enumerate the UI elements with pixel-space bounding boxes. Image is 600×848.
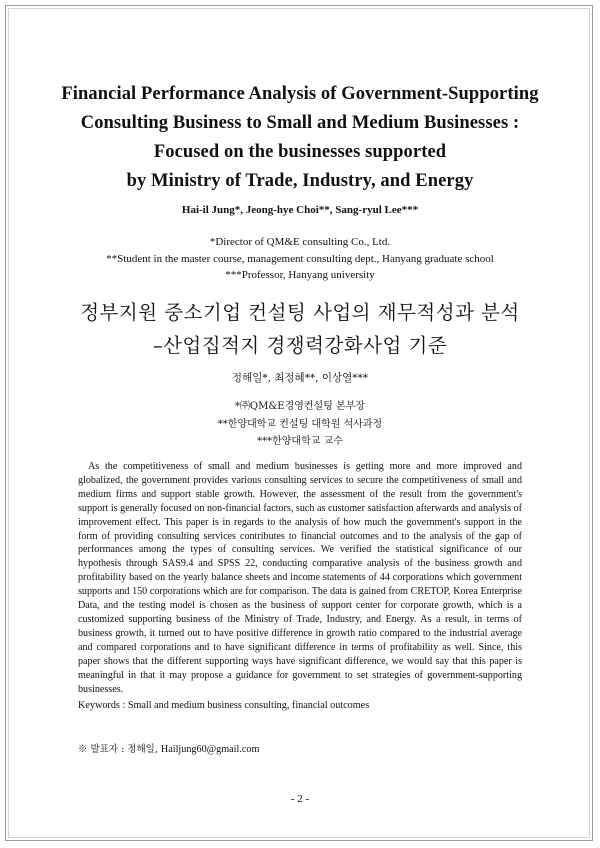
authors-en: Hai-il Jung*, Jeong-hye Choi**, Sang-ryul Lee*** [181, 204, 419, 216]
title-line: Consulting Business to Small and Medium Businesses : [80, 113, 520, 133]
presenter-label: ※ 발표자 : 정해일, [78, 744, 161, 755]
affiliation-kr-line: ***한양대학교 교수 [257, 436, 343, 447]
presenter-note [78, 741, 528, 755]
authors-kr: 정해일*, 최정혜**, 이상열*** [231, 372, 369, 384]
affiliation-line: ***Professor, Hanyang university [225, 269, 375, 281]
affiliations-en [0, 234, 600, 284]
affiliation-line: *Director of QM&E consulting Co., Ltd. [209, 236, 391, 248]
title-line: by Ministry of Trade, Industry, and Energy [126, 171, 474, 191]
title-line: Financial Performance Analysis of Government-Supporting [61, 84, 539, 104]
keywords-label: Keywords : [78, 700, 128, 711]
keywords [78, 700, 528, 711]
paper-title-en [0, 80, 600, 196]
abstract: As the competitiveness of small and medium businesses is getting more and more improved and globalized, the government provides various consulting services to secure the competitiveness of small and medium firms and support stable growth. However, the assessment of the result from the government's support is generally focused on non-financial factors, such as customer satisfaction afterwards and analysis of improvement effect. This paper is in regards to the analysis of how much the government's support in the form of providing consulting services contributes to financial outcomes and to the analysis of the gap of performances among the types of consulting services. We verified the statistical significance of our hypothesis through SAS9.4 and SPSS 22, conducting comparative analysis of the business growth and profitability based on the yearly balance sheets and income statements of 44 corporations which government supports and 150 corporations which are for comparison. The data is gained from CRETOP, Korea Enterprise Data, and the testing model is chosen as the business of support center for corporate growth, which is a customized supporting business of the Ministry of Trade, Industry, and Energy. As a result, in terms of business growth, it turned out to have positive difference in growth ratio compared to the industrial average and compared corporations and to have significant difference in terms of profitability as well. Since, this paper shows that the different supporting ways have significant difference, we would say that this paper is meaningful in that it may propose a guidance for government to set strategies of government-supporting businesses. [78, 461, 522, 695]
presenter-email: Hailjung60@gmail.com [160, 744, 260, 755]
affiliations-kr [0, 398, 600, 451]
affiliation-kr-line: *㈜QM&E경영컨설팅 본부장 [234, 401, 366, 412]
affiliation-kr-line: **한양대학교 컨설팅 대학원 석사과정 [217, 418, 383, 430]
page-number: - 2 - [290, 793, 310, 805]
keywords-text: Small and medium business consulting, financial outcomes [127, 700, 370, 711]
title-line: Focused on the businesses supported [153, 142, 447, 162]
affiliation-line: **Student in the master course, management consulting dept., Hanyang graduate school [106, 252, 494, 265]
title-kr-line: –산업집적지 경쟁력강화사업 기준 [152, 334, 448, 357]
paper-title-kr [0, 296, 600, 362]
title-kr-line: 정부지원 중소기업 컨설팅 사업의 재무적성과 분석 [80, 301, 520, 324]
